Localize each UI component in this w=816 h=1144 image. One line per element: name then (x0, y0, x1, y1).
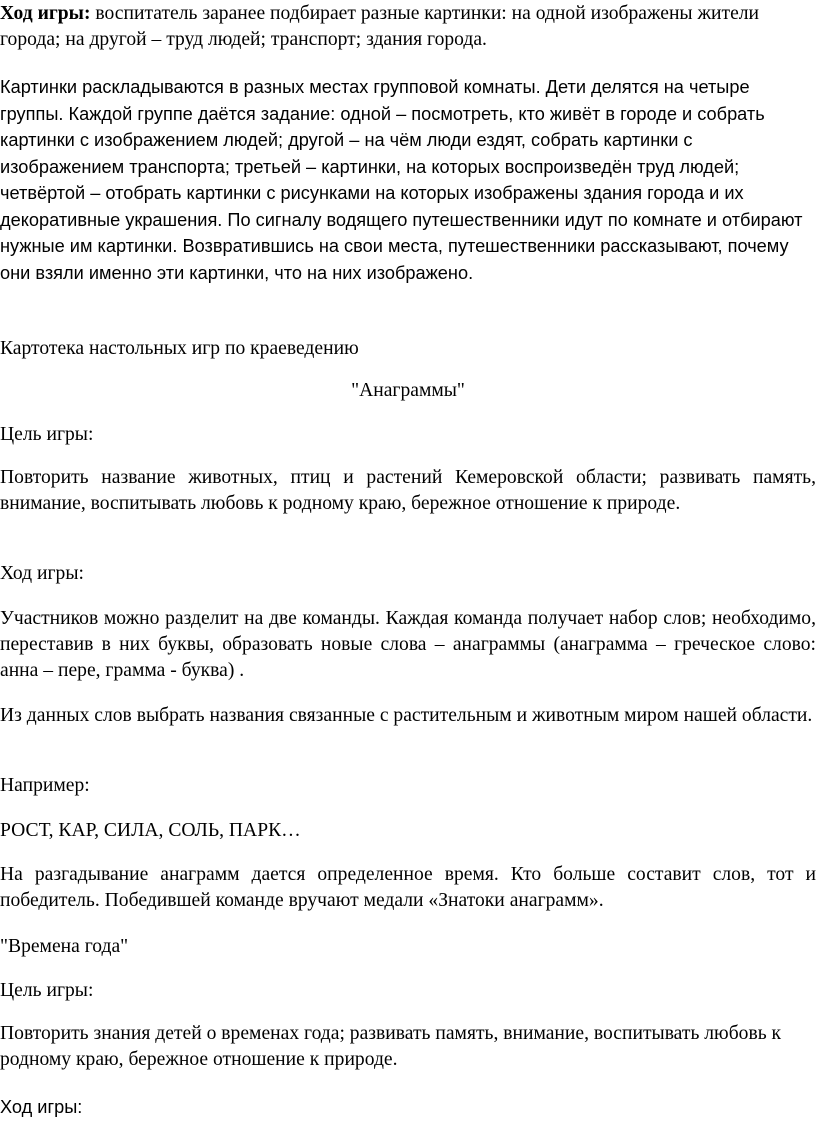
game2-progress-label: Ход игры: (0, 1097, 83, 1117)
intro-paragraph (0, 1, 816, 53)
intro-text: воспитатель заранее подбирает разные картинки: на одной изображены жители города; на другой – труд людей; транспорт; здания города. (0, 3, 760, 50)
catalog-title: Картотека настольных игр по краеведению (0, 338, 359, 359)
game1-example-words: РОСТ, КАР, СИЛА, СОЛЬ, ПАРК… (0, 820, 301, 841)
game1-goal-text: Повторить название животных, птиц и растений Кемеровской области; развивать память, внимание, воспитывать любовь к родному краю, бережное отношение к природе. (0, 467, 816, 514)
intro-label: Ход игры: (0, 3, 91, 24)
game1-progress-label: Ход игры: (0, 563, 84, 584)
game1-paragraph-1: Участников можно разделит на две команды. Каждая команда получает набор слов; необходимо, переставив в них буквы, образовать новые слова – анаграммы (анаграмма – греческое слово: анна – пере, грамма - буква) . (0, 608, 816, 681)
game1-paragraph-3: На разгадывание анаграмм дается определенное время. Кто больше составит слов, тот и победитель. Победившей команде вручают медали «Знатоки анаграмм». (0, 864, 816, 911)
game1-example-label: Например: (0, 775, 90, 796)
game1-title: "Анаграммы" (351, 380, 465, 401)
game2-title: "Времена года" (0, 936, 129, 957)
game1-paragraph-2: Из данных слов выбрать названия связанные с растительным и животным миром нашей области. (0, 705, 813, 726)
game2-goal-label: Цель игры: (0, 980, 94, 1001)
game1-goal-label: Цель игры: (0, 424, 94, 445)
game2-goal-text: Повторить знания детей о временах года; развивать память, внимание, воспитывать любовь к родному краю, бережное отношение к природе. (0, 1023, 782, 1070)
description-paragraph: Картинки раскладываются в разных местах групповой комнаты. Дети делятся на четыре группы. Каждой группе даётся задание: одной – посмотреть, кто живёт в городе и собрать картинки с изображением людей; другой – на чём люди ездят, собрать картинки с изображением транспорта; третьей – картинки, на которых воспроизведён труд людей; четвёртой – отобрать картинки с рисунками на которых изображены здания города и их декоративные украшения. По сигналу водящего путешественники идут по комнате и отбирают нужные им картинки. Возвратившись на свои места, путешественники рассказывают, почему они взяли именно эти картинки, что на них изображено. (0, 77, 803, 283)
